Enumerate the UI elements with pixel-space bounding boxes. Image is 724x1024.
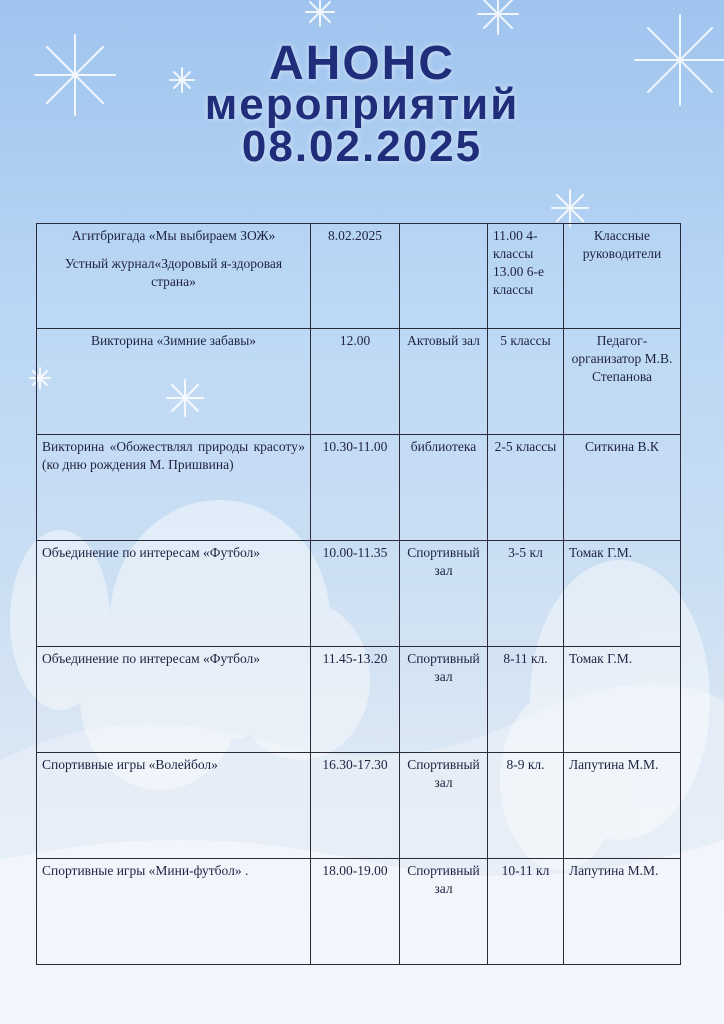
- classes-cell: 8-9 кл.: [488, 753, 564, 859]
- events-table: [36, 223, 681, 965]
- place-cell: Спортивный зал: [400, 859, 488, 965]
- event-cell: Спортивные игры «Волейбол»: [37, 753, 311, 859]
- responsible-cell: Ситкина В.К: [564, 435, 681, 541]
- place-cell: Актовый зал: [400, 329, 488, 435]
- event-cell: Объединение по интересам «Футбол»: [37, 647, 311, 753]
- place-cell: библиотека: [400, 435, 488, 541]
- event-cell: Объединение по интересам «Футбол»: [37, 541, 311, 647]
- time-cell: 10.00-11.35: [311, 541, 400, 647]
- responsible-cell: Классные руководители: [564, 224, 681, 329]
- event-cell: Викторина «Обожествлял природы красоту» (ко дню рождения М. Пришвина): [37, 435, 311, 541]
- time-cell: 10.30-11.00: [311, 435, 400, 541]
- place-cell: Спортивный зал: [400, 541, 488, 647]
- classes-cell: 8-11 кл.: [488, 647, 564, 753]
- time-cell: 8.02.2025: [311, 224, 400, 329]
- time-cell: 12.00: [311, 329, 400, 435]
- time-cell: 16.30-17.30: [311, 753, 400, 859]
- page-date: 08.02.2025: [241, 122, 483, 171]
- table-row: [37, 224, 681, 329]
- place-cell: Спортивный зал: [400, 753, 488, 859]
- responsible-cell: Лапутина М.М.: [564, 753, 681, 859]
- table-row: [37, 541, 681, 647]
- table-row: [37, 329, 681, 435]
- table-row: [37, 859, 681, 965]
- page-subtitle: мероприятий: [204, 80, 520, 129]
- responsible-cell: Лапутина М.М.: [564, 859, 681, 965]
- event-title: Агитбригада «Мы выбираем ЗОЖ»: [71, 228, 276, 243]
- classes-cell: 10-11 кл: [488, 859, 564, 965]
- time-cell: 18.00-19.00: [311, 859, 400, 965]
- event-cell: [37, 224, 311, 329]
- table-row: [37, 647, 681, 753]
- event-cell: Спортивные игры «Мини-футбол» .: [37, 859, 311, 965]
- event-subtitle: Устный журнал«Здоровый я-здоровая страна»: [64, 256, 283, 289]
- page-title: АНОНС: [269, 37, 455, 90]
- responsible-cell: Томак Г.М.: [564, 647, 681, 753]
- responsible-cell: Педагог-организатор М.В. Степанова: [564, 329, 681, 435]
- classes-cell: 11.00 4-классы 13.00 6-е классы: [488, 224, 564, 329]
- classes-cell: 3-5 кл: [488, 541, 564, 647]
- place-cell: Спортивный зал: [400, 647, 488, 753]
- place-cell: [400, 224, 488, 329]
- time-cell: 11.45-13.20: [311, 647, 400, 753]
- classes-cell: 2-5 классы: [488, 435, 564, 541]
- responsible-cell: Томак Г.М.: [564, 541, 681, 647]
- table-row: [37, 753, 681, 859]
- classes-cell: 5 классы: [488, 329, 564, 435]
- event-cell: Викторина «Зимние забавы»: [37, 329, 311, 435]
- table-row: [37, 435, 681, 541]
